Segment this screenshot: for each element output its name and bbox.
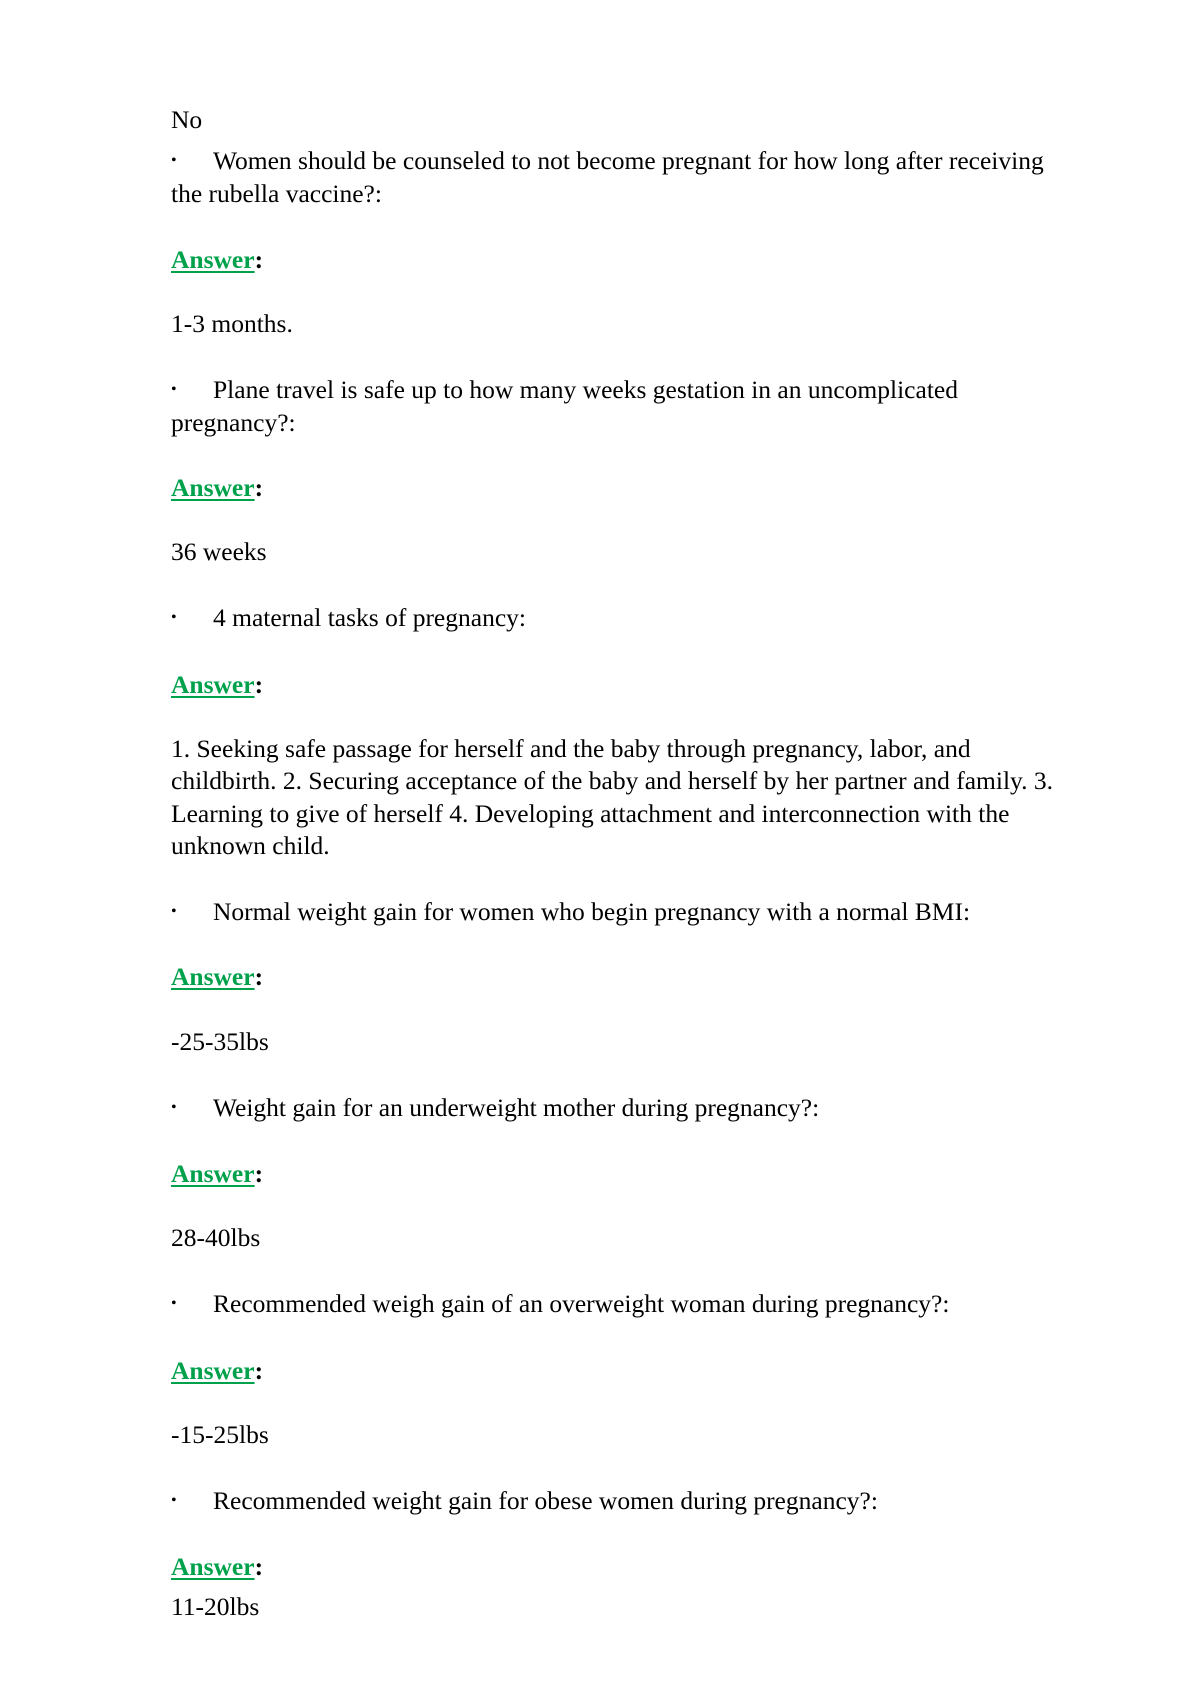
answer-label: Answer <box>171 962 255 991</box>
answer-heading: Answer: <box>171 962 264 991</box>
answer-text: 1. Seeking safe passage for herself and the baby through pregnancy, labor, and childbirth. 2. Securing acceptance of the baby and herself by her partner and family. 3. Learning to give of herself 4. Developing attachment and interconnection with the unknown child. <box>171 734 1054 860</box>
answer-label: Answer <box>171 1552 255 1581</box>
answer-label: Answer <box>171 1159 255 1188</box>
answer-heading: Answer: <box>171 1159 264 1188</box>
answer-heading: Answer: <box>171 670 264 699</box>
question-text: Normal weight gain for women who begin pregnancy with a normal BMI: <box>213 897 971 926</box>
answer-label: Answer <box>171 1356 255 1385</box>
bullet-icon: • <box>171 903 177 920</box>
question-item <box>171 145 1071 210</box>
question-item <box>171 1288 1071 1321</box>
question-item <box>171 374 1071 439</box>
answer-text: -25-35lbs <box>171 1027 269 1056</box>
answer-heading: Answer: <box>171 1552 264 1581</box>
answer-heading: Answer: <box>171 245 264 274</box>
question-text: Women should be counseled to not become pregnant for how long after receiving the rubella vaccine?: <box>171 146 1044 208</box>
question-item <box>171 602 1071 635</box>
question-item <box>171 1485 1071 1518</box>
answer-label: Answer <box>171 245 255 274</box>
answer-text: 11-20lbs <box>171 1592 260 1621</box>
intro-text: No <box>171 105 203 134</box>
question-text: Plane travel is safe up to how many weeks gestation in an uncomplicated pregnancy?: <box>171 375 958 437</box>
bullet-icon: • <box>171 1099 177 1116</box>
question-text: Recommended weigh gain of an overweight woman during pregnancy?: <box>213 1289 950 1318</box>
answer-text: -15-25lbs <box>171 1420 269 1449</box>
question-text: 4 maternal tasks of pregnancy: <box>213 603 526 632</box>
bullet-icon: • <box>171 609 177 626</box>
answer-label: Answer <box>171 473 255 502</box>
answer-text: 28-40lbs <box>171 1223 261 1252</box>
bullet-icon: • <box>171 1295 177 1312</box>
answer-text: 36 weeks <box>171 537 267 566</box>
question-item <box>171 896 1071 929</box>
answer-label: Answer <box>171 670 255 699</box>
bullet-icon: • <box>171 1492 177 1509</box>
question-text: Weight gain for an underweight mother during pregnancy?: <box>213 1093 820 1122</box>
bullet-icon: • <box>171 381 177 398</box>
answer-heading: Answer: <box>171 473 264 502</box>
question-item <box>171 1092 1071 1125</box>
question-text: Recommended weight gain for obese women during pregnancy?: <box>213 1486 878 1515</box>
answer-heading: Answer: <box>171 1356 264 1385</box>
answer-text: 1-3 months. <box>171 309 293 338</box>
bullet-icon: • <box>171 152 177 169</box>
